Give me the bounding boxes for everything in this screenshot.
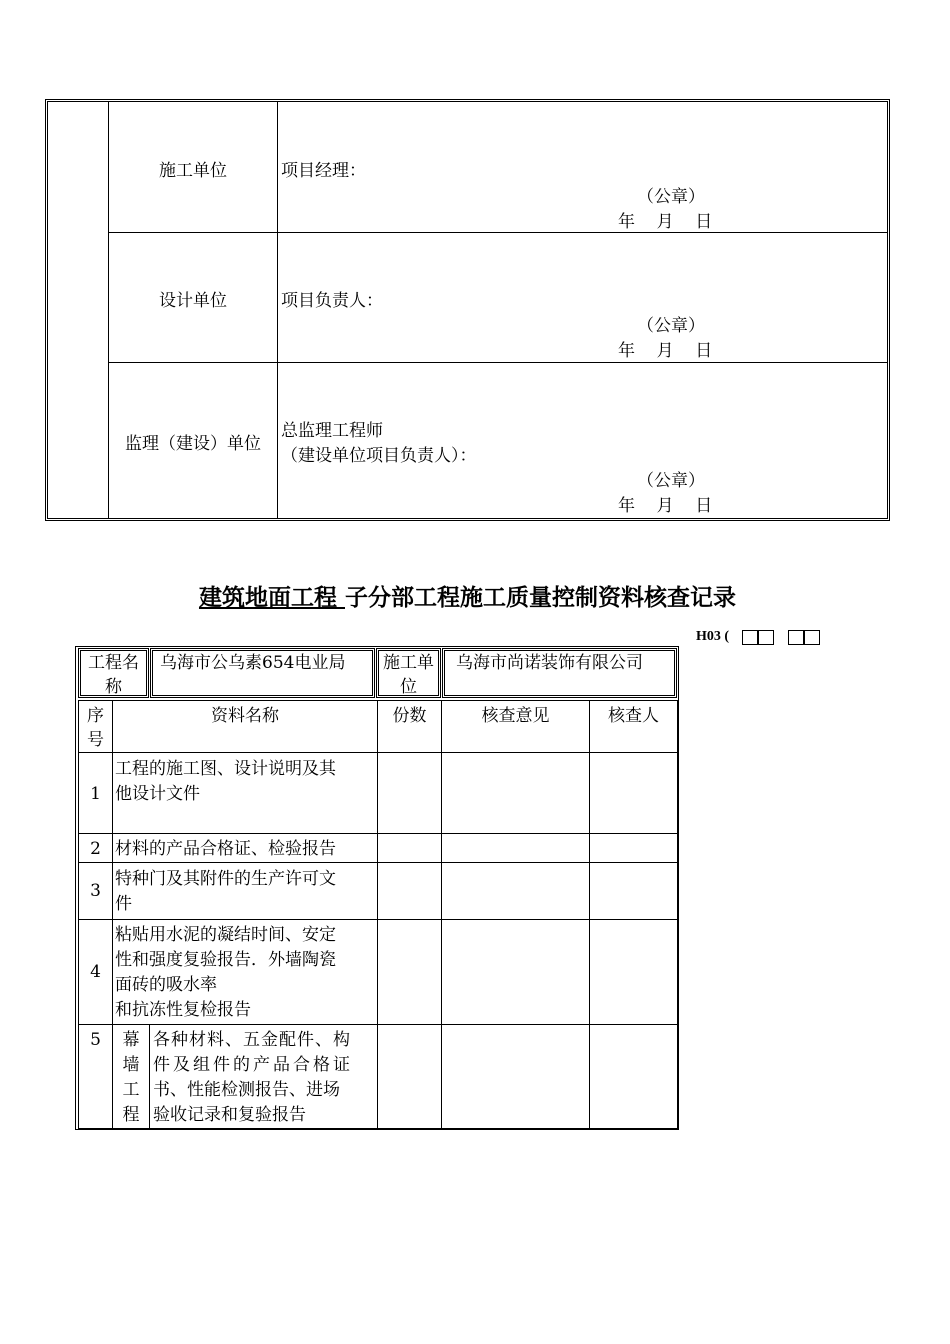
code-box — [804, 630, 820, 645]
divider — [78, 700, 678, 701]
divider — [149, 1024, 150, 1128]
project-name-label: 工程名 — [88, 653, 139, 673]
divider — [108, 362, 888, 363]
page-title — [0, 582, 935, 614]
row-doc-name-cont: 验收记录和复验报告 — [153, 1105, 306, 1125]
divider — [108, 232, 888, 233]
signer-label-secondary: （建设单位项目负责人）： — [281, 446, 477, 466]
title-rest: 子分部工程施工质量控制资料核查记录 — [345, 584, 736, 611]
title-underlined: 建筑地面工程 — [198, 584, 345, 611]
divider — [78, 1024, 678, 1025]
row-doc-name-cont: 他设计文件 — [115, 784, 200, 804]
row-doc-name: 材料的产品合格证、检验报告 — [115, 839, 336, 859]
row-doc-name: 各种材料、五金配件、构 — [153, 1030, 351, 1050]
divider — [78, 919, 678, 920]
row-subcategory: 工 — [122, 1080, 140, 1100]
divider — [78, 862, 678, 863]
date-label: 年 月 日 — [618, 341, 713, 361]
row-subcategory: 程 — [122, 1105, 140, 1125]
row-subcategory: 墙 — [122, 1055, 140, 1075]
row-number: 2 — [90, 839, 101, 859]
unit-label-design: 设计单位 — [159, 291, 227, 311]
row-doc-name-cont: 和抗冻性复检报告 — [115, 1000, 251, 1020]
header-opinion: 核查意见 — [481, 706, 550, 726]
code-box — [742, 630, 758, 645]
header-doc-name: 资料名称 — [211, 706, 279, 726]
code-box — [758, 630, 774, 645]
divider — [677, 700, 678, 1128]
divider — [78, 1128, 678, 1129]
contractor-label: 施工单 — [383, 653, 434, 673]
unit-label-construction: 施工单位 — [159, 161, 227, 181]
row-doc-name-cont: 件及组件的产品合格证 — [153, 1055, 353, 1075]
project-name-label-cont: 称 — [105, 677, 122, 697]
divider — [441, 700, 442, 1128]
seal-label: （公章） — [637, 471, 705, 491]
seal-label: （公章） — [637, 316, 705, 336]
row-number: 4 — [90, 962, 101, 982]
header-copies: 份数 — [392, 706, 427, 726]
header-checker: 核查人 — [608, 706, 659, 726]
signer-label: 项目负责人： — [281, 291, 383, 311]
divider — [589, 700, 590, 1128]
row-doc-name-cont: 书、性能检测报告、进场 — [153, 1080, 340, 1100]
divider — [78, 700, 79, 1128]
date-label: 年 月 日 — [618, 496, 713, 516]
row-doc-name-cont: 件 — [115, 894, 132, 914]
divider — [377, 700, 378, 1128]
project-name-value: 乌海市公乌素654电业局 — [160, 653, 346, 673]
row-number: 5 — [90, 1030, 101, 1050]
row-doc-name-cont: 面砖的吸水率 — [115, 975, 217, 995]
signer-label: 项目经理： — [281, 161, 366, 181]
seal-label: （公章） — [637, 187, 705, 207]
row-number: 3 — [90, 881, 101, 901]
divider — [78, 833, 678, 834]
header-seq: 序 — [87, 706, 104, 726]
contractor-label-cont: 位 — [400, 677, 417, 697]
divider — [277, 101, 278, 519]
row-subcategory: 幕 — [122, 1030, 140, 1050]
divider — [78, 752, 678, 753]
unit-label-supervision: 监理（建设）单位 — [125, 434, 261, 454]
code-box — [788, 630, 804, 645]
form-code: H03 ( — [696, 629, 730, 644]
row-number: 1 — [90, 784, 101, 804]
contractor-value: 乌海市尚诺装饰有限公司 — [456, 653, 643, 673]
row-doc-name: 粘贴用水泥的凝结时间、安定 — [115, 925, 336, 945]
row-doc-name-cont: 性和强度复验报告．外墙陶瓷 — [115, 950, 336, 970]
header-seq-cont: 号 — [87, 730, 104, 750]
date-label: 年 月 日 — [618, 212, 713, 232]
signer-label: 总监理工程师 — [281, 421, 383, 441]
row-doc-name: 工程的施工图、设计说明及其 — [115, 759, 336, 779]
row-doc-name: 特种门及其附件的生产许可文 — [115, 869, 336, 889]
